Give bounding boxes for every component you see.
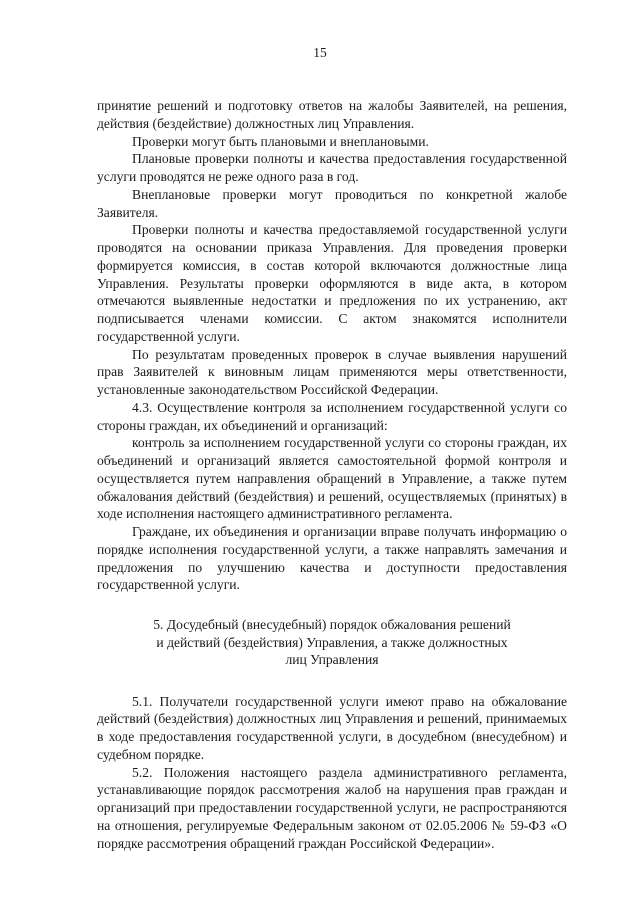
section-heading-line: и действий (бездействия) Управления, а также должностных bbox=[156, 634, 508, 650]
section-heading bbox=[97, 616, 567, 669]
paragraph: Внеплановые проверки могут проводиться по конкретной жалобе Заявителя. bbox=[97, 186, 567, 220]
section-heading-line: лиц Управления bbox=[285, 652, 379, 667]
paragraph: принятие решений и подготовку ответов на жалобы Заявителей, на решения, действия (бездействие) должностных лиц Управления. bbox=[97, 98, 567, 131]
page-number: 15 bbox=[313, 45, 327, 60]
paragraph: Плановые проверки полноты и качества предоставления государственной услуги проводятся не реже одного раза в год. bbox=[97, 151, 567, 184]
paragraph: 4.3. Осуществление контроля за исполнением государственной услуги со стороны граждан, их объединений и организаций: bbox=[97, 399, 567, 433]
paragraph: 5.2. Положения настоящего раздела административного регламента, устанавливающие порядок рассмотрения жалоб на нарушения прав граждан и организаций при предоставлении государственной услуги, не распространяются на отношения, регулируемые Федеральным законом от 02.05.2006 № 59-ФЗ «О порядке рассмотрения обращений граждан Российской Федерации». bbox=[97, 764, 567, 851]
paragraph: Проверки полноты и качества предоставляемой государственной услуги проводятся на основании приказа Управления. Для проведения проверки формируется комиссия, в состав которой включаются должностные лица Управления. Результаты проверки оформляются в виде акта, в котором отмечаются выявленные недостатки и предложения по их устранению, акт подписывается членами комиссии. С актом знакомятся исполнители государственной услуги. bbox=[97, 222, 567, 344]
paragraph: Проверки могут быть плановыми и внеплановыми. bbox=[132, 133, 429, 149]
paragraph: По результатам проведенных проверок в случае выявления нарушений прав Заявителей к виновным лицам применяются меры ответственности, установленные законодательством Российской Федерации. bbox=[97, 346, 567, 397]
document-body bbox=[97, 97, 567, 852]
paragraph: Граждане, их объединения и организации вправе получать информацию о порядке исполнения государственной услуги, а также направлять замечания и предложения по улучшению качества и доступности предоставления государственной услуги. bbox=[97, 524, 567, 593]
paragraph: 5.1. Получатели государственной услуги имеют право на обжалование действий (бездействия) должностных лиц Управления и решений, принимаемых в ходе предоставления государственной услуги, в досудебном (внесудебном) и судебном порядке. bbox=[97, 693, 567, 762]
paragraph: контроль за исполнением государственной услуги со стороны граждан, их объединений и организаций является самостоятельной формой контроля и осуществляется путем направления обращений в Управление, а также путем обжалования действий (бездействия) и решений, осуществляемых (принятых) в ходе исполнения настоящего административного регламента. bbox=[97, 435, 567, 522]
section-heading-line: 5. Досудебный (внесудебный) порядок обжалования решений bbox=[153, 617, 511, 632]
